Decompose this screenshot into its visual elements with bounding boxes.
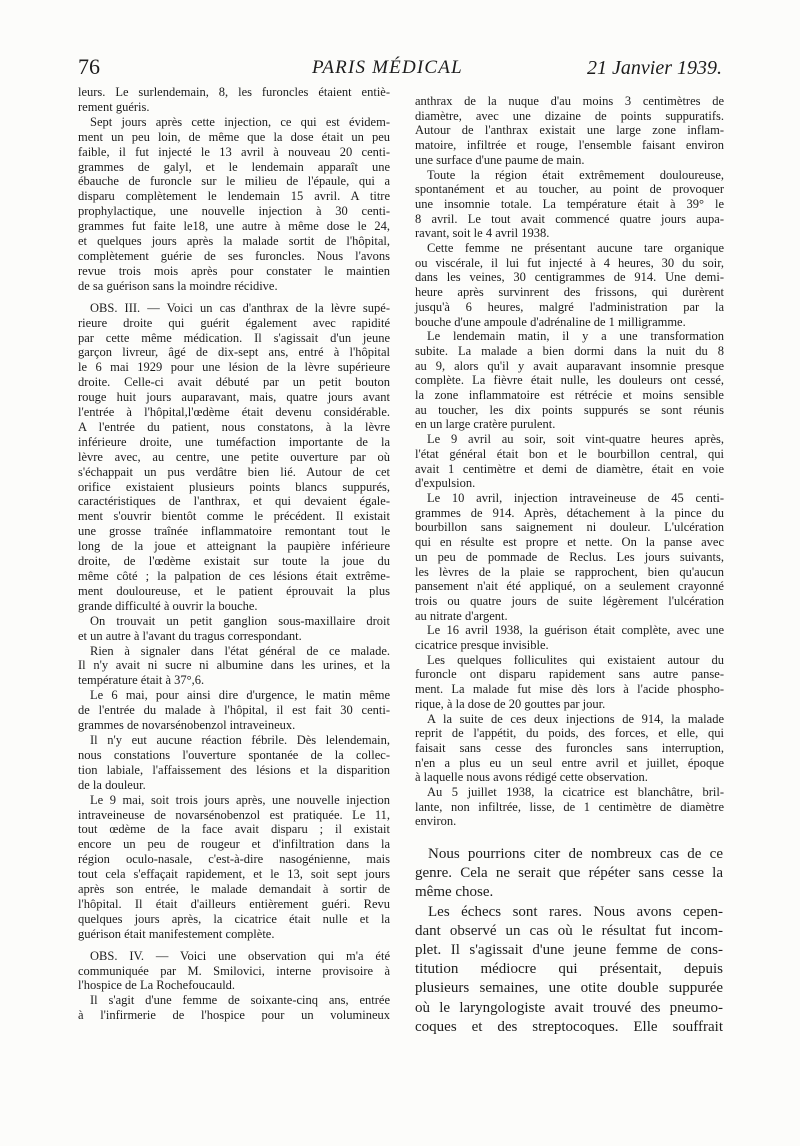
text-line: intraveineuse de novarsénobenzol est pratiquée. Le 11,	[78, 807, 390, 822]
text-line: rement guéris.	[78, 99, 150, 114]
text-line: de la douleur.	[78, 777, 146, 792]
text-line: A l'entrée du patient, nous constatons, à la lèvre	[78, 419, 390, 434]
text-line: bourbillon sans saignement ni douleur. L'ulcération	[415, 520, 724, 535]
text-line: genre. Cela ne serait que répéter sans cesse la	[415, 865, 723, 882]
text-line: Les quelques folliculites qui existaient autour du	[427, 652, 724, 667]
right-column-large-text	[415, 845, 723, 1037]
text-line: ravant, soit le 4 avril 1938.	[415, 226, 550, 241]
text-line: Les échecs sont rares. Nous avons cepen-	[428, 903, 723, 920]
text-line: lèvre avec, au centre, une petite ouverture par où	[78, 449, 390, 464]
text-line: Le 9 mai, soit trois jours après, une nouvelle injection	[90, 792, 390, 807]
text-line: plet. Il s'agissait d'une jeune femme de cons-	[415, 942, 723, 959]
text-line: plusieurs semaines, une otite double suppurée	[415, 980, 723, 997]
page-number: 76	[78, 54, 100, 79]
text-line: un peu de pommade de Reclus. Les jours suivants,	[415, 549, 724, 564]
text-line: après son entrée, le malade demandait à sortir de	[78, 882, 390, 897]
text-line: Nous pourrions citer de nombreux cas de ce	[428, 846, 723, 862]
text-line: à l'infirmerie de l'hospice pour un volumineux	[78, 1008, 390, 1023]
text-line: au 9, alors qu'il y avait auparavant insomnie presque	[415, 358, 724, 373]
text-line: une grosse traînée inflammatoire remontant tout le	[78, 524, 390, 539]
text-line: une insomnie totale. La température était à 39° le	[415, 196, 724, 211]
paragraph	[415, 491, 724, 623]
text-line: anthrax de la nuque d'au moins 3 centimètres de	[415, 94, 724, 108]
text-line: guérison était manifestement complète.	[78, 926, 275, 941]
text-line: dant observé un cas où le résultat fut incom-	[415, 922, 723, 939]
text-line: leurs. Le surlendemain, 8, les furoncles étaient entiè-	[78, 85, 390, 99]
text-line: même chose.	[415, 884, 494, 901]
paragraph	[415, 432, 724, 491]
text-line: tout œdème de la face avait disparu ; il existait	[78, 822, 390, 837]
text-line: garçon livreur, âgé de dix-sept ans, entré à l'hôpital	[78, 345, 390, 360]
text-line: disparu complètement le lendemain 15 avril. A titre	[78, 189, 390, 204]
text-line: Sept jours après cette injection, ce qui est évidem-	[90, 114, 390, 129]
text-line: ment s'ouvrir bientôt comme le précédent. Il existait	[78, 509, 390, 524]
text-line: OBS. III. — Voici un cas d'anthrax de la lèvre supé-	[90, 300, 390, 315]
text-line: diamètre, avec une dizaine de points suppuratifs.	[415, 108, 724, 123]
text-line: encore un peu de rougeur et d'infiltration dans la	[78, 837, 390, 852]
text-line: la zone inflammatoire est rétrécie et moins sensible	[415, 388, 724, 403]
paragraph	[415, 329, 724, 432]
text-line: jusqu'à 6 heures, malgré l'administration par la	[415, 299, 724, 314]
paragraph	[78, 793, 390, 942]
paragraph	[78, 733, 390, 793]
text-line: les lèvres de la plaie se rapprochent, bien qu'aucun	[415, 564, 724, 579]
text-line: grammes fut faite le18, une autre à même dose le 24,	[78, 219, 390, 234]
text-line: faisait sans cesse des furoncles sans interruption,	[415, 740, 724, 755]
right-column	[415, 94, 724, 829]
text-line: Le 16 avril 1938, la guérison était complète, avec une	[427, 623, 724, 638]
observation-paragraph	[78, 949, 390, 994]
paragraph	[78, 644, 390, 689]
text-line: une surface d'une paume de main.	[415, 152, 585, 167]
text-line: nous constations l'ouverture spontanée de la collec-	[78, 747, 390, 762]
text-line: Au 5 juillet 1938, la cicatrice est blanchâtre, bril-	[427, 785, 724, 800]
paragraph	[78, 115, 390, 294]
text-line: pansement n'ait été appliqué, on a seulement crayonné	[415, 579, 724, 594]
text-line: environ.	[415, 814, 457, 829]
text-line: l'hôpital. Il était d'ailleurs entièrement guéri. Revu	[78, 896, 390, 911]
text-line: ou viscérale, il lui fut injecté à 4 heures, 30 du soir,	[415, 255, 724, 270]
text-line: heure après survinrent des frissons, qui durèrent	[415, 285, 724, 300]
text-line: trois ou quatre jours de suite légèrement l'ulcération	[415, 593, 724, 608]
text-line: bouche d'une ampoule d'adrénaline de 1 milligramme.	[415, 314, 686, 329]
journal-title: PARIS MÉDICAL	[312, 57, 463, 78]
text-line: Il n'y avait ni sucre ni albumine dans les urines, et la	[78, 658, 390, 673]
text-line: s'échappait un pus verdâtre bien lié. Autour de cet	[78, 464, 390, 479]
text-line: subite. La malade a bien dormi dans la nuit du 8	[415, 343, 724, 358]
text-line: Il s'agit d'une femme de soixante-cinq ans, entrée	[90, 993, 390, 1008]
text-line: OBS. IV. — Voici une observation qui m'a été	[90, 948, 390, 963]
text-line: A la suite de ces deux injections de 914, la malade	[427, 711, 724, 726]
text-line: à laquelle nous avons rédigé cette observation.	[415, 770, 648, 785]
text-line: communiquée par M. Smilovici, interne provisoire à	[78, 963, 390, 978]
text-line: l'état général était bon et le bourbillon central, qui	[415, 446, 724, 461]
text-line: rique, à la dose de 20 gouttes par jour.	[415, 696, 606, 711]
paragraph	[415, 712, 724, 786]
text-line: spontanément et au toucher, au point de provoquer	[415, 182, 724, 197]
paragraph	[78, 688, 390, 733]
text-line: Cette femme ne présentant aucune tare organique	[427, 241, 724, 256]
text-line: prophylactique, une nouvelle injection à 30 centi-	[78, 204, 390, 219]
text-line: Il n'y eut aucune réaction fébrile. Dès lelendemain,	[90, 732, 390, 747]
text-line: Autour de l'anthrax existait une large zone inflam-	[415, 123, 724, 138]
text-line: grammes de novarsénobenzol intraveineux.	[78, 718, 296, 733]
text-line: en un large cratère purulent.	[415, 417, 556, 432]
paragraph	[415, 653, 724, 712]
text-line: 8 avril. Le tout avait commencé quatre jours aupa-	[415, 211, 724, 226]
text-line: grammes de galyl, et le lendemain apparaît une	[78, 159, 390, 174]
text-line: d'expulsion.	[415, 476, 476, 491]
text-line: de sa guérison sans la moindre récidive.	[78, 278, 278, 293]
left-column	[78, 85, 390, 1023]
text-line: Toute la région était extrêmement douloureuse,	[427, 167, 724, 182]
text-line: ment un peu loin, de même que la dose était un peu	[78, 129, 390, 144]
text-line: ébauche de furoncle sur le milieu de l'épaule, qui a	[78, 174, 390, 189]
text-line: revue trois mois après pour constater le maintien	[78, 263, 390, 278]
text-line: n'en a plus eu un seul entre avril et juillet, époque	[415, 755, 724, 770]
text-line: tout cela s'effaçait rapidement, et le 13, soit sept jours	[78, 867, 390, 882]
text-line: ment. La malade fut mise dès lors à l'acide phospho-	[415, 682, 724, 697]
text-line: matoire, infiltrée et rouge, l'ensemble faisant environ	[415, 138, 724, 153]
text-line: furoncle ont disparu rapidement sans autre panse-	[415, 667, 724, 682]
text-line: caractéristiques de l'anthrax, et qui devaient égale-	[78, 494, 390, 509]
text-line: Le 10 avril, injection intraveineuse de 45 centi-	[427, 490, 724, 505]
paragraph	[78, 85, 390, 115]
text-line: région oculo-nasale, c'est-à-dire nasogénienne, mais	[78, 852, 390, 867]
text-line: même côté ; la palpation de ces lésions était extrême-	[78, 569, 390, 583]
text-line: et un autre à l'avant du tragus correspondant.	[78, 628, 302, 643]
text-line: grammes de 914. Après, détachement à la pince du	[415, 505, 724, 520]
text-line: de l'entrée du malade à l'hôpital, il est fait 30 centi-	[78, 703, 390, 718]
paragraph	[415, 845, 723, 903]
text-line: orifice existaient plusieurs points blancs suppurés,	[78, 479, 390, 494]
text-line: rouge huit jours auparavant, mais, quatre jours avant	[78, 390, 390, 405]
paragraph	[78, 614, 390, 644]
text-line: et quelques jours après la malade sortit de l'hôpital,	[78, 234, 390, 249]
text-line: long de la joue et atteignant la paupière inférieure	[78, 539, 390, 554]
text-line: tion labiale, l'affaissement des lésions et la disparition	[78, 762, 390, 777]
text-line: droite. Celle-ci avait débuté par un petit bouton	[78, 375, 390, 390]
paragraph	[415, 241, 724, 329]
text-line: complète. La fièvre était nulle, les douleurs ont cessé,	[415, 373, 724, 388]
text-line: où le laryngologiste avait trouvé des pneumo-	[415, 999, 723, 1016]
observation-paragraph	[78, 301, 390, 614]
text-line: coques et des streptocoques. Elle souffrait	[415, 1018, 723, 1035]
text-line: avait 1 centimètre et demi de diamètre, était en voie	[415, 461, 724, 476]
text-line: inférieure droite, une tuméfaction importante de la	[78, 434, 390, 449]
text-line: Le lendemain matin, il y a une transformation	[427, 329, 724, 344]
text-line: dans les veines, 30 centigrammes de 914. Une demi-	[415, 270, 724, 285]
text-line: par cette même médication. Il s'agissait d'un jeune	[78, 330, 390, 345]
text-line: lante, non infiltrée, lisse, de 1 centimètre de diamètre	[415, 799, 724, 814]
issue-date: 21 Janvier 1939.	[587, 57, 722, 79]
text-line: titution médiocre qui présentait, depuis	[415, 961, 723, 978]
text-line: le 6 mai 1929 pour une lésion de la lèvre supérieure	[78, 360, 390, 375]
text-line: On trouvait un petit ganglion sous-maxillaire droit	[90, 613, 390, 628]
text-line: grande difficulté à ouvrir la bouche.	[78, 598, 258, 613]
text-line: au toucher, les dix points suppurés se sont réunis	[415, 402, 724, 417]
text-line: rieure droite qui guérit également avec rapidité	[78, 315, 390, 330]
paragraph	[78, 993, 390, 1023]
text-line: au nitrate d'argent.	[415, 608, 508, 623]
text-line: cicatrice presque invisible.	[415, 638, 549, 653]
text-line: l'entrée à l'hôpital,l'œdème était devenu considérable.	[78, 405, 390, 420]
text-line: faible, il fut injecté le 13 avril à nouveau 20 centi-	[78, 144, 390, 159]
text-line: Le 6 mai, pour ainsi dire d'urgence, le matin même	[90, 688, 390, 703]
text-line: droite, de l'œdème existait sur toute la joue du	[78, 554, 390, 569]
text-line: quelques jours après, la cicatrice était nulle et la	[78, 911, 390, 926]
text-line: qui en résulte est propre et nette. On la panse avec	[415, 535, 724, 550]
text-line: Le 9 avril au soir, soit vint-quatre heures après,	[427, 432, 724, 447]
text-line: température était à 37°,6.	[78, 673, 205, 688]
paragraph	[415, 168, 724, 242]
paragraph	[415, 623, 724, 652]
text-line: reprit de l'appétit, du poids, des forces, et elle, qui	[415, 726, 724, 741]
paragraph	[415, 785, 724, 829]
text-line: ment douloureuse, et le patient éprouvait la plus	[78, 583, 390, 598]
text-line: Rien à signaler dans l'état général de ce malade.	[90, 643, 390, 658]
paragraph	[415, 94, 724, 168]
paragraph	[415, 903, 723, 1037]
text-line: complètement guérie de ses furoncles. Nous l'avons	[78, 248, 390, 263]
text-line: l'hospice de La Rochefoucauld.	[78, 978, 236, 993]
